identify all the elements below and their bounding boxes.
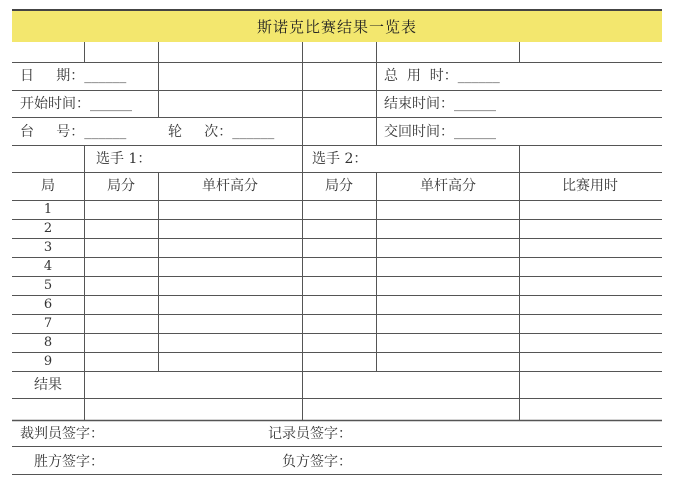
highest-break-header-2: 单杆高分 <box>420 178 476 194</box>
date-field[interactable]: 日 期：______ <box>20 68 127 84</box>
frame-number: 1 <box>43 202 53 217</box>
highest-break-header-1: 单杆高分 <box>202 178 258 194</box>
referee-signature[interactable]: 裁判员签字： <box>20 426 104 442</box>
result-label: 结果 <box>34 377 62 393</box>
frame-score-header-2: 局分 <box>325 178 353 194</box>
frame-number: 7 <box>43 316 53 331</box>
frame-header: 局 <box>41 178 55 194</box>
player1-label: 选手 1： <box>96 151 152 167</box>
frame-number: 3 <box>43 240 53 255</box>
end-time-field[interactable]: 结束时间：______ <box>384 96 496 112</box>
frame-score-header-1: 局分 <box>107 178 135 194</box>
loser-signature[interactable]: 负方签字： <box>282 454 352 470</box>
handover-time-field[interactable]: 交回时间：______ <box>384 124 496 140</box>
recorder-signature[interactable]: 记录员签字： <box>268 426 352 442</box>
round-field[interactable]: 轮 次：______ <box>168 124 275 140</box>
match-time-header: 比赛用时 <box>562 178 618 194</box>
score-sheet <box>12 9 662 479</box>
frame-number: 6 <box>43 297 53 312</box>
frame-number: 9 <box>43 354 53 369</box>
sheet-title: 斯诺克比赛结果一览表 <box>12 9 662 42</box>
start-time-field[interactable]: 开始时间：______ <box>20 96 132 112</box>
player2-label: 选手 2： <box>312 151 368 167</box>
winner-signature[interactable]: 胜方签字： <box>34 454 104 470</box>
frame-number: 2 <box>43 221 53 236</box>
table-number-field[interactable]: 台 号：______ <box>20 124 127 140</box>
frame-number: 5 <box>43 278 53 293</box>
frame-number: 8 <box>43 335 53 350</box>
frame-number: 4 <box>43 259 53 274</box>
total-time-field[interactable]: 总 用 时：______ <box>384 68 500 84</box>
